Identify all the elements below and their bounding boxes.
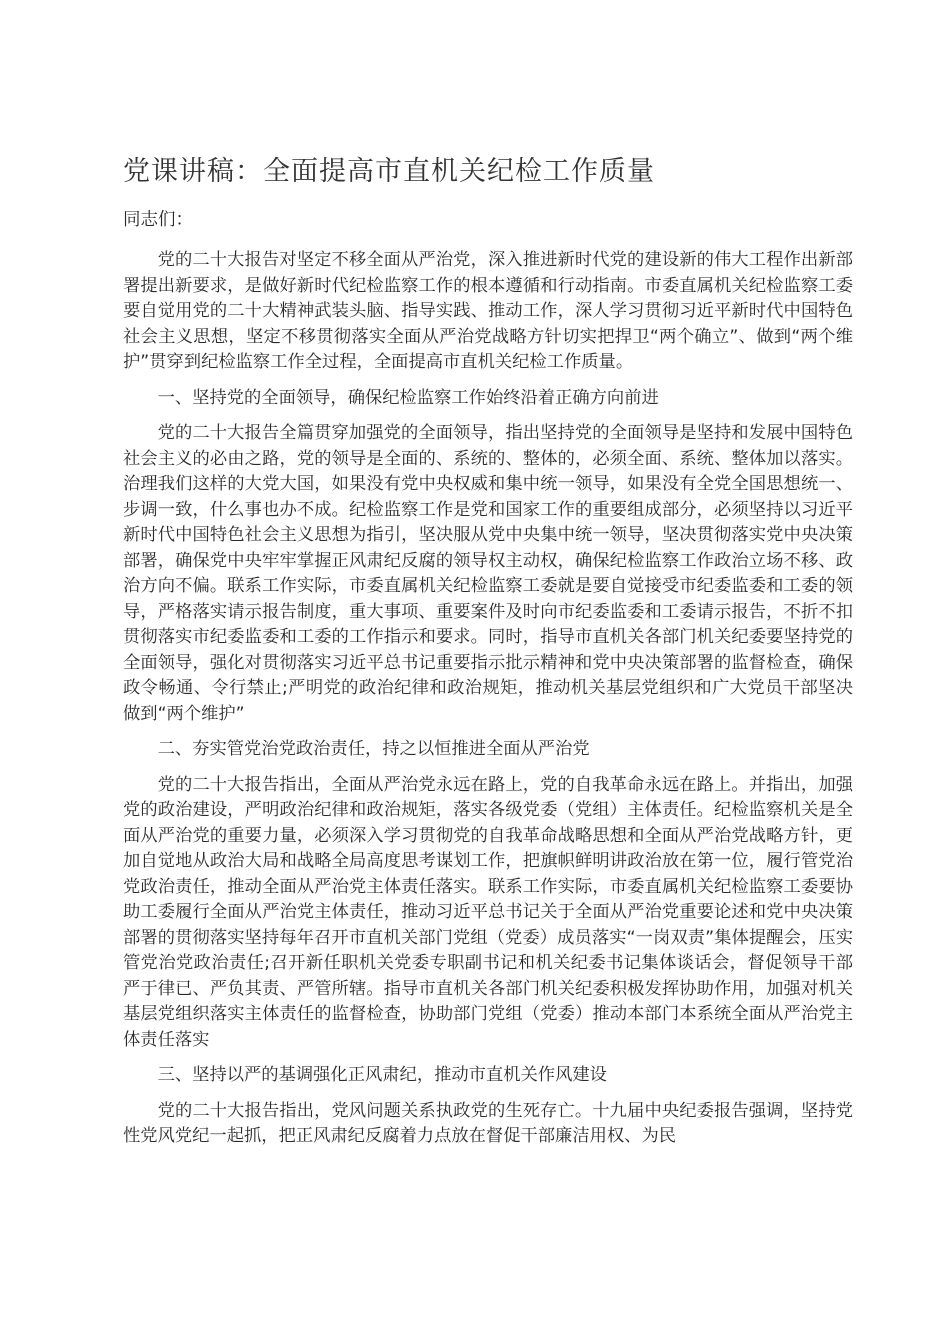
section-body-3: 党的二十大报告指出，党风问题关系执政党的生死存亡。十九届中央纪委报告强调，坚持党性党风党纪一起抓，把正风肃纪反腐着力点放在督促干部廉洁用权、为民 bbox=[123, 1100, 853, 1146]
section-body-1: 党的二十大报告全篇贯穿加强党的全面领导，指出坚持党的全面领导是坚持和发展中国特色社会主义的必由之路，党的领导是全面的、系统的、整体的，必须全面、系统、整体加以落实。治理我们这样的大党大国，如果没有党中央权威和集中统一领导，如果没有全党全国思想统一、步调一致，什么事也办不成。纪检监察工作是党和国家工作的重要组成部分，必须坚持以习近平新时代中国特色社会主义思想为指引，坚决服从党中央集中统一领导，坚决贯彻落实党中央决策部署，确保党中央牢牢掌握正风肃纪反腐的领导权主动权，确保纪检监察工作政治立场不移、政治方向不偏。联系工作实际，市委直属机关纪检监察工委就是要自觉接受市纪委监委和工委的领导，严格落实请示报告制度，重大事项、重要案件及时向市纪委监委和工委请示报告，不折不扣贯彻落实市纪委监委和工委的工作指示和要求。同时，指导市直机关各部门机关纪委要坚持党的全面领导，强化对贯彻落实习近平总书记重要指示批示精神和党中央决策部署的监督检查，确保政令畅通、令行禁止;严明党的政治纪律和政治规矩，推动机关基层党组织和广大党员干部坚决做到“两个维护” bbox=[123, 423, 853, 724]
document-page bbox=[123, 150, 853, 1160]
section-body-2: 党的二十大报告指出，全面从严治党永远在路上，党的自我革命永远在路上。并指出，加强党的政治建设，严明政治纪律和政治规矩，落实各级党委（党组）主体责任。纪检监察机关是全面从严治党的重要力量，必须深入学习贯彻党的自我革命战略思想和全面从严治党战略方针，更加自觉地从政治大局和战略全局高度思考谋划工作，把旗帜鲜明讲政治放在第一位，履行管党治党政治责任，推动全面从严治党主体责任落实。联系工作实际，市委直属机关纪检监察工委要协助工委履行全面从严治党主体责任，推动习近平总书记关于全面从严治党重要论述和党中央决策部署的贯彻落实坚持每年召开市直机关部门党组（党委）成员落实“一岗双责”集体提醒会，压实管党治党政治责任;召开新任职机关党委专职副书记和机关纪委书记集体谈话会，督促领导干部严于律已、严负其责、严管所辖。指导市直机关各部门机关纪委积极发挥协助作用，加强对机关基层党组织落实主体责任的监督检查，协助部门党组（党委）推动本部门本系统全面从严治党主体责任落实 bbox=[123, 774, 853, 1050]
section-heading-3: 三、坚持以严的基调强化正风肃纪，推动市直机关作风建设 bbox=[157, 1065, 607, 1085]
salutation: 同志们： bbox=[123, 210, 193, 230]
document-title: 党课讲稿：全面提高市直机关纪检工作质量 bbox=[123, 156, 655, 187]
section-heading-2: 二、夯实管党治党政治责任，持之以恒推进全面从严治党 bbox=[157, 739, 590, 759]
intro-paragraph: 党的二十大报告对坚定不移全面从严治党，深入推进新时代党的建设新的伟大工程作出新部署提出新要求，是做好新时代纪检监察工作的根本遵循和行动指南。市委直属机关纪检监察工委要自觉用党的二十大精神武装头脑、指导实践、推动工作，深人学习贯彻习近平新时代中国特色社会主义思想，坚定不移贯彻落实全面从严治党战略方针切实把捍卫“两个确立”、做到“两个维护”贯穿到纪检监察工作全过程，全面提高市直机关纪检工作质量。 bbox=[123, 250, 853, 372]
section-heading-1: 一、坚持党的全面领导，确保纪检监察工作始终沿着正确方向前进 bbox=[157, 387, 659, 408]
